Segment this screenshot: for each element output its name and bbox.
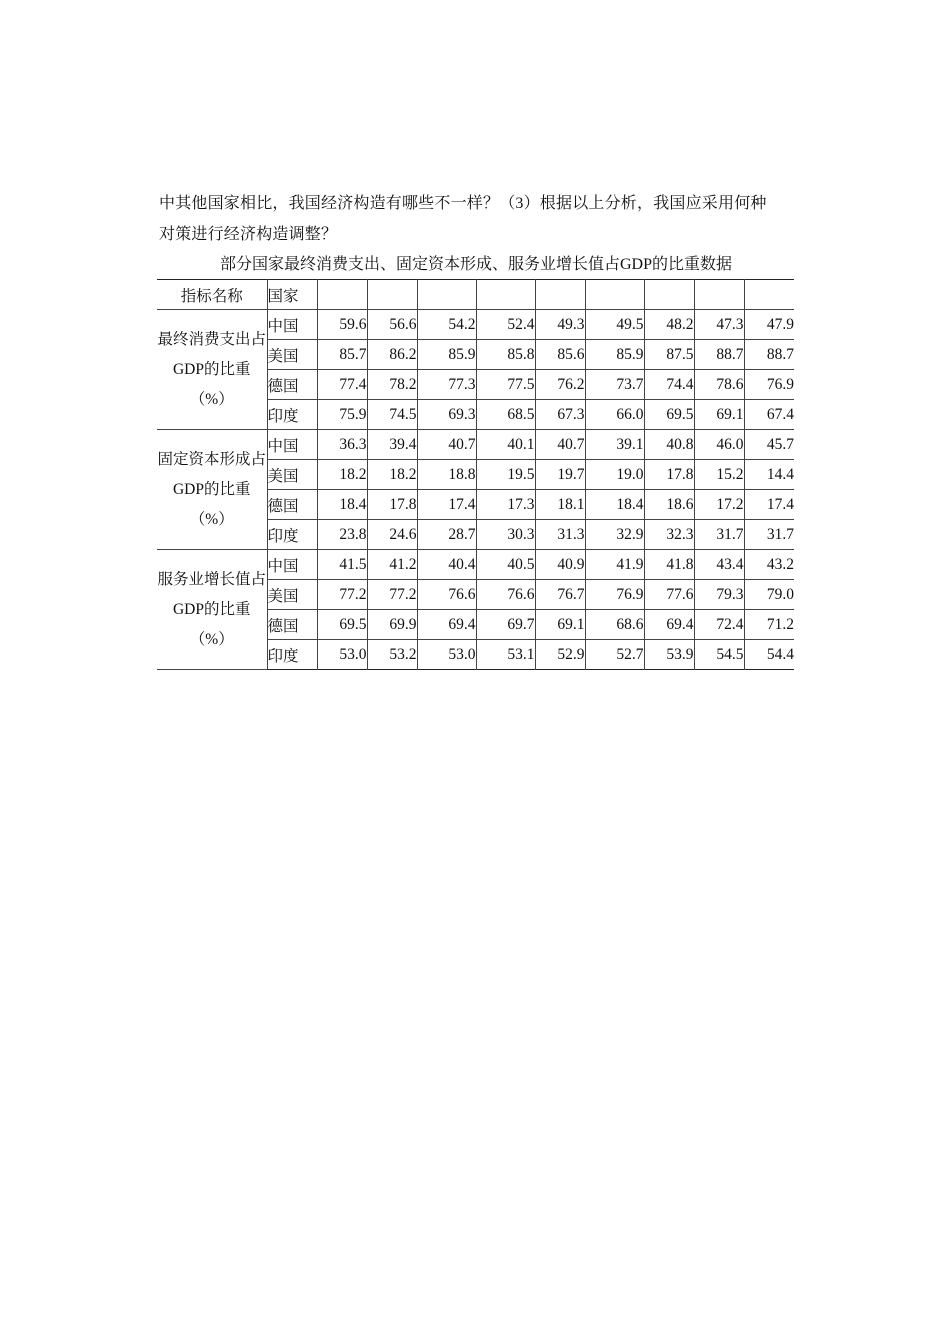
country-cell: 德国 bbox=[267, 610, 317, 640]
value-cell: 30.3 bbox=[476, 520, 535, 550]
value-cell: 53.2 bbox=[367, 640, 417, 670]
value-cell: 48.2 bbox=[644, 310, 694, 340]
value-cell: 18.2 bbox=[367, 460, 417, 490]
value-cell: 18.2 bbox=[317, 460, 367, 490]
value-cell: 72.4 bbox=[694, 610, 744, 640]
indicator-name-cell: 服务业增长值占GDP的比重（%） bbox=[157, 550, 267, 670]
value-cell: 41.2 bbox=[367, 550, 417, 580]
value-cell: 88.7 bbox=[694, 340, 744, 370]
question-paragraph bbox=[159, 188, 799, 250]
value-cell: 19.7 bbox=[535, 460, 585, 490]
country-cell: 美国 bbox=[267, 580, 317, 610]
country-cell: 美国 bbox=[267, 340, 317, 370]
value-cell: 77.5 bbox=[476, 370, 535, 400]
value-cell: 53.1 bbox=[476, 640, 535, 670]
header-year-cell bbox=[367, 280, 417, 310]
value-cell: 74.4 bbox=[644, 370, 694, 400]
value-cell: 79.0 bbox=[744, 580, 794, 610]
value-cell: 59.6 bbox=[317, 310, 367, 340]
value-cell: 77.2 bbox=[317, 580, 367, 610]
header-year-cell bbox=[317, 280, 367, 310]
value-cell: 54.2 bbox=[417, 310, 476, 340]
value-cell: 47.3 bbox=[694, 310, 744, 340]
value-cell: 68.6 bbox=[585, 610, 644, 640]
value-cell: 86.2 bbox=[367, 340, 417, 370]
country-cell: 印度 bbox=[267, 520, 317, 550]
value-cell: 54.5 bbox=[694, 640, 744, 670]
value-cell: 53.0 bbox=[417, 640, 476, 670]
value-cell: 17.8 bbox=[367, 490, 417, 520]
value-cell: 77.2 bbox=[367, 580, 417, 610]
value-cell: 87.5 bbox=[644, 340, 694, 370]
value-cell: 24.6 bbox=[367, 520, 417, 550]
indicator-name-cell: 最终消费支出占GDP的比重（%） bbox=[157, 310, 267, 430]
gdp-share-table bbox=[157, 279, 794, 670]
value-cell: 41.9 bbox=[585, 550, 644, 580]
value-cell: 76.9 bbox=[744, 370, 794, 400]
value-cell: 73.7 bbox=[585, 370, 644, 400]
question-line-2: 对策进行经济构造调整？ bbox=[159, 226, 338, 243]
value-cell: 39.1 bbox=[585, 430, 644, 460]
value-cell: 40.9 bbox=[535, 550, 585, 580]
value-cell: 18.6 bbox=[644, 490, 694, 520]
value-cell: 68.5 bbox=[476, 400, 535, 430]
value-cell: 85.9 bbox=[417, 340, 476, 370]
value-cell: 69.4 bbox=[644, 610, 694, 640]
value-cell: 28.7 bbox=[417, 520, 476, 550]
value-cell: 78.2 bbox=[367, 370, 417, 400]
value-cell: 69.1 bbox=[694, 400, 744, 430]
value-cell: 69.7 bbox=[476, 610, 535, 640]
header-year-cell bbox=[585, 280, 644, 310]
value-cell: 67.3 bbox=[535, 400, 585, 430]
value-cell: 17.4 bbox=[417, 490, 476, 520]
value-cell: 85.7 bbox=[317, 340, 367, 370]
value-cell: 77.3 bbox=[417, 370, 476, 400]
header-row bbox=[157, 280, 794, 310]
value-cell: 17.4 bbox=[744, 490, 794, 520]
value-cell: 18.4 bbox=[585, 490, 644, 520]
value-cell: 52.4 bbox=[476, 310, 535, 340]
value-cell: 23.8 bbox=[317, 520, 367, 550]
value-cell: 41.8 bbox=[644, 550, 694, 580]
header-year-cell bbox=[644, 280, 694, 310]
value-cell: 67.4 bbox=[744, 400, 794, 430]
value-cell: 18.4 bbox=[317, 490, 367, 520]
value-cell: 79.3 bbox=[694, 580, 744, 610]
value-cell: 18.8 bbox=[417, 460, 476, 490]
value-cell: 40.8 bbox=[644, 430, 694, 460]
value-cell: 53.9 bbox=[644, 640, 694, 670]
header-indicator: 指标名称 bbox=[157, 280, 267, 310]
country-cell: 中国 bbox=[267, 550, 317, 580]
value-cell: 19.0 bbox=[585, 460, 644, 490]
value-cell: 40.7 bbox=[535, 430, 585, 460]
value-cell: 56.6 bbox=[367, 310, 417, 340]
value-cell: 17.8 bbox=[644, 460, 694, 490]
table-row bbox=[157, 430, 794, 460]
value-cell: 15.2 bbox=[694, 460, 744, 490]
value-cell: 77.6 bbox=[644, 580, 694, 610]
value-cell: 45.7 bbox=[744, 430, 794, 460]
value-cell: 43.4 bbox=[694, 550, 744, 580]
value-cell: 74.5 bbox=[367, 400, 417, 430]
country-cell: 印度 bbox=[267, 400, 317, 430]
value-cell: 53.0 bbox=[317, 640, 367, 670]
value-cell: 47.9 bbox=[744, 310, 794, 340]
value-cell: 31.7 bbox=[694, 520, 744, 550]
value-cell: 41.5 bbox=[317, 550, 367, 580]
header-country: 国家 bbox=[267, 280, 317, 310]
value-cell: 18.1 bbox=[535, 490, 585, 520]
value-cell: 69.9 bbox=[367, 610, 417, 640]
value-cell: 31.3 bbox=[535, 520, 585, 550]
country-cell: 德国 bbox=[267, 490, 317, 520]
value-cell: 78.6 bbox=[694, 370, 744, 400]
value-cell: 69.1 bbox=[535, 610, 585, 640]
value-cell: 69.5 bbox=[317, 610, 367, 640]
value-cell: 49.5 bbox=[585, 310, 644, 340]
value-cell: 17.2 bbox=[694, 490, 744, 520]
country-cell: 中国 bbox=[267, 310, 317, 340]
value-cell: 52.9 bbox=[535, 640, 585, 670]
value-cell: 75.9 bbox=[317, 400, 367, 430]
value-cell: 40.4 bbox=[417, 550, 476, 580]
country-cell: 美国 bbox=[267, 460, 317, 490]
value-cell: 46.0 bbox=[694, 430, 744, 460]
value-cell: 14.4 bbox=[744, 460, 794, 490]
value-cell: 69.4 bbox=[417, 610, 476, 640]
value-cell: 85.8 bbox=[476, 340, 535, 370]
value-cell: 54.4 bbox=[744, 640, 794, 670]
indicator-name-cell: 固定资本形成占GDP的比重（%） bbox=[157, 430, 267, 550]
value-cell: 69.3 bbox=[417, 400, 476, 430]
value-cell: 88.7 bbox=[744, 340, 794, 370]
value-cell: 66.0 bbox=[585, 400, 644, 430]
value-cell: 52.7 bbox=[585, 640, 644, 670]
header-year-cell bbox=[535, 280, 585, 310]
value-cell: 77.4 bbox=[317, 370, 367, 400]
value-cell: 49.3 bbox=[535, 310, 585, 340]
value-cell: 85.9 bbox=[585, 340, 644, 370]
country-cell: 中国 bbox=[267, 430, 317, 460]
value-cell: 71.2 bbox=[744, 610, 794, 640]
header-year-cell bbox=[694, 280, 744, 310]
value-cell: 76.6 bbox=[417, 580, 476, 610]
value-cell: 43.2 bbox=[744, 550, 794, 580]
country-cell: 印度 bbox=[267, 640, 317, 670]
value-cell: 39.4 bbox=[367, 430, 417, 460]
header-year-cell bbox=[417, 280, 476, 310]
header-year-cell bbox=[476, 280, 535, 310]
value-cell: 32.3 bbox=[644, 520, 694, 550]
value-cell: 17.3 bbox=[476, 490, 535, 520]
header-year-cell bbox=[744, 280, 794, 310]
value-cell: 69.5 bbox=[644, 400, 694, 430]
value-cell: 32.9 bbox=[585, 520, 644, 550]
country-cell: 德国 bbox=[267, 370, 317, 400]
value-cell: 76.2 bbox=[535, 370, 585, 400]
table-row bbox=[157, 310, 794, 340]
question-line-1: 中其他国家相比，我国经济构造有哪些不一样？（3）根据以上分析，我国应采用何种 bbox=[159, 195, 767, 212]
value-cell: 76.6 bbox=[476, 580, 535, 610]
value-cell: 85.6 bbox=[535, 340, 585, 370]
value-cell: 19.5 bbox=[476, 460, 535, 490]
value-cell: 36.3 bbox=[317, 430, 367, 460]
value-cell: 76.9 bbox=[585, 580, 644, 610]
value-cell: 76.7 bbox=[535, 580, 585, 610]
table-caption: 部分国家最终消费支出、固定资本形成、服务业增长值占GDP的比重数据 bbox=[219, 256, 732, 273]
value-cell: 31.7 bbox=[744, 520, 794, 550]
value-cell: 40.5 bbox=[476, 550, 535, 580]
table-row bbox=[157, 550, 794, 580]
value-cell: 40.1 bbox=[476, 430, 535, 460]
value-cell: 40.7 bbox=[417, 430, 476, 460]
